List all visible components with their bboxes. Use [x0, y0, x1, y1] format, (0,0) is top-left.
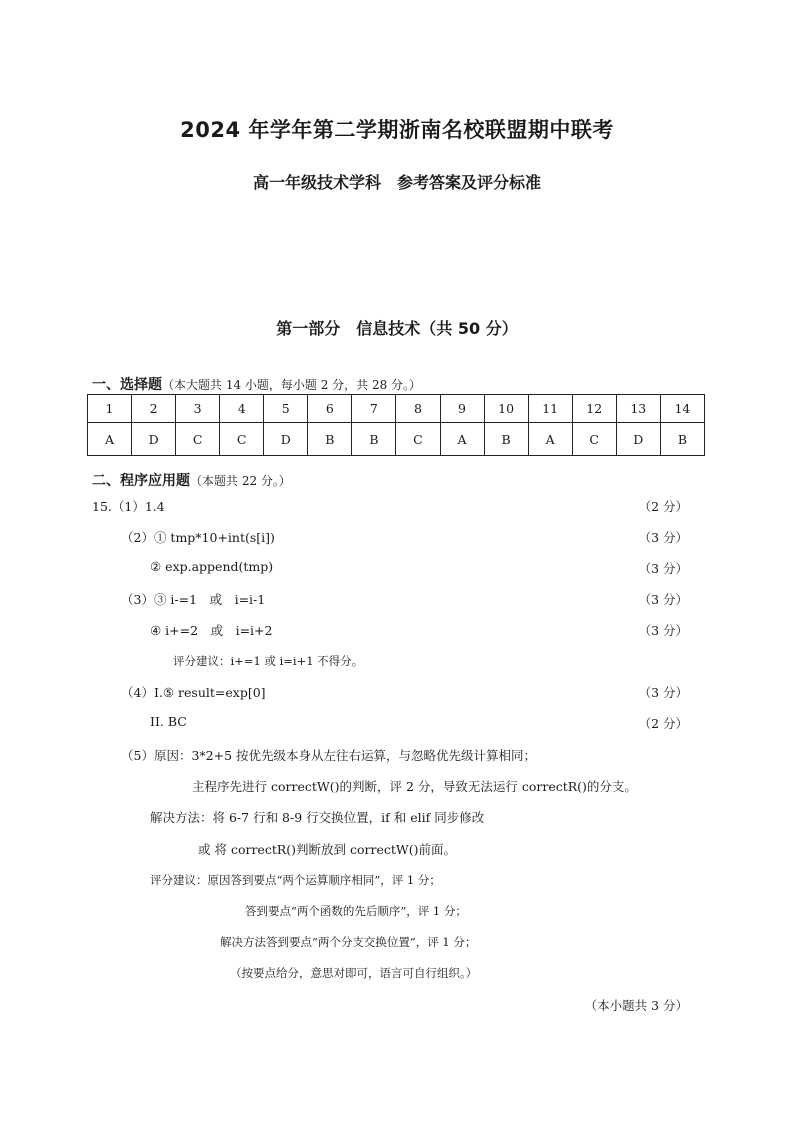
question-number: 8 [396, 395, 440, 423]
section2-heading [92, 470, 291, 490]
answer-line: （3）③ i-=1 或 i=i-1 [121, 592, 266, 607]
question-number: 11 [528, 395, 572, 423]
grading-note: 评分建议：原因答到要点“两个运算顺序相同”，评 1 分； [150, 873, 441, 887]
document-subtitle: 高一年级技术学科 参考答案及评分标准 [252, 173, 541, 192]
section2-note: （本题共 22 分。） [190, 474, 291, 488]
answer-cell: D [132, 423, 176, 456]
grading-note: 解决方法答到要点“两个分支交换位置”，评 1 分； [220, 935, 477, 949]
answer-line: 主程序先进行 correctW()的判断，评 2 分，导致无法运行 correctR()的分支。 [192, 779, 637, 794]
question-number: 7 [352, 395, 396, 423]
answer-cell: B [352, 423, 396, 456]
answer-cell: D [616, 423, 660, 456]
answer-table-answer-row [88, 423, 705, 456]
section1-heading-text: 一、选择题 [92, 377, 162, 393]
answer-cell: A [88, 423, 132, 456]
answer-cell: C [176, 423, 220, 456]
section1-note: （本大题共 14 小题，每小题 2 分，共 28 分。） [162, 378, 422, 392]
score: （3 分） [638, 592, 688, 607]
answer-cell: A [528, 423, 572, 456]
answer-line: II. BC [150, 714, 187, 729]
score: （2 分） [638, 716, 688, 731]
question-number: 1 [88, 395, 132, 423]
score: （3 分） [638, 685, 688, 700]
answer-line: ② exp.append(tmp) [150, 559, 274, 574]
score: （2 分） [638, 499, 688, 514]
question-number: 14 [660, 395, 704, 423]
question-number: 6 [308, 395, 352, 423]
answer-line: （4）I.⑤ result=exp[0] [121, 685, 266, 700]
question-number: 3 [176, 395, 220, 423]
question-number: 13 [616, 395, 660, 423]
grading-note: （按要点给分，意思对即可，语言可自行组织。） [230, 966, 478, 980]
question-number: 9 [440, 395, 484, 423]
question-number: 2 [132, 395, 176, 423]
answer-cell: B [484, 423, 528, 456]
answer-line: （2）① tmp*10+int(s[i]) [121, 530, 275, 545]
grading-note: 评分建议：i+=1 或 i=i+1 不得分。 [173, 654, 364, 668]
document-title: 2024 年学年第二学期浙南名校联盟期中联考 [180, 118, 614, 142]
question-number: 10 [484, 395, 528, 423]
question-number: 4 [220, 395, 264, 423]
part-title: 第一部分 信息技术（共 50 分） [276, 319, 518, 338]
answer-cell: A [440, 423, 484, 456]
answer-line: ④ i+=2 或 i=i+2 [150, 623, 273, 638]
answer-cell: C [220, 423, 264, 456]
answer-cell: B [308, 423, 352, 456]
answer-line: 或 将 correctR()判断放到 correctW()前面。 [198, 842, 456, 857]
section2-heading-text: 二、程序应用题 [92, 473, 190, 489]
question-number: 5 [264, 395, 308, 423]
answer-line: 解决方法：将 6-7 行和 8-9 行交换位置，if 和 elif 同步修改 [150, 810, 485, 825]
score: （3 分） [638, 561, 688, 576]
grading-note: 答到要点“两个函数的先后顺序”，评 1 分； [245, 904, 467, 918]
answer-cell: C [396, 423, 440, 456]
answer-table-number-row [88, 395, 705, 423]
answer-cell: B [660, 423, 704, 456]
answer-cell: D [264, 423, 308, 456]
answer-line: （5）原因：3*2+5 按优先级本身从左往右运算，与忽略优先级计算相同； [121, 748, 537, 763]
answer-table [87, 394, 705, 456]
answer-line: 15.（1）1.4 [92, 499, 165, 514]
answer-cell: C [572, 423, 616, 456]
section1-heading [92, 374, 421, 394]
subtotal-score: （本小题共 3 分） [584, 998, 688, 1013]
score: （3 分） [638, 623, 688, 638]
score: （3 分） [638, 530, 688, 545]
question-number: 12 [572, 395, 616, 423]
